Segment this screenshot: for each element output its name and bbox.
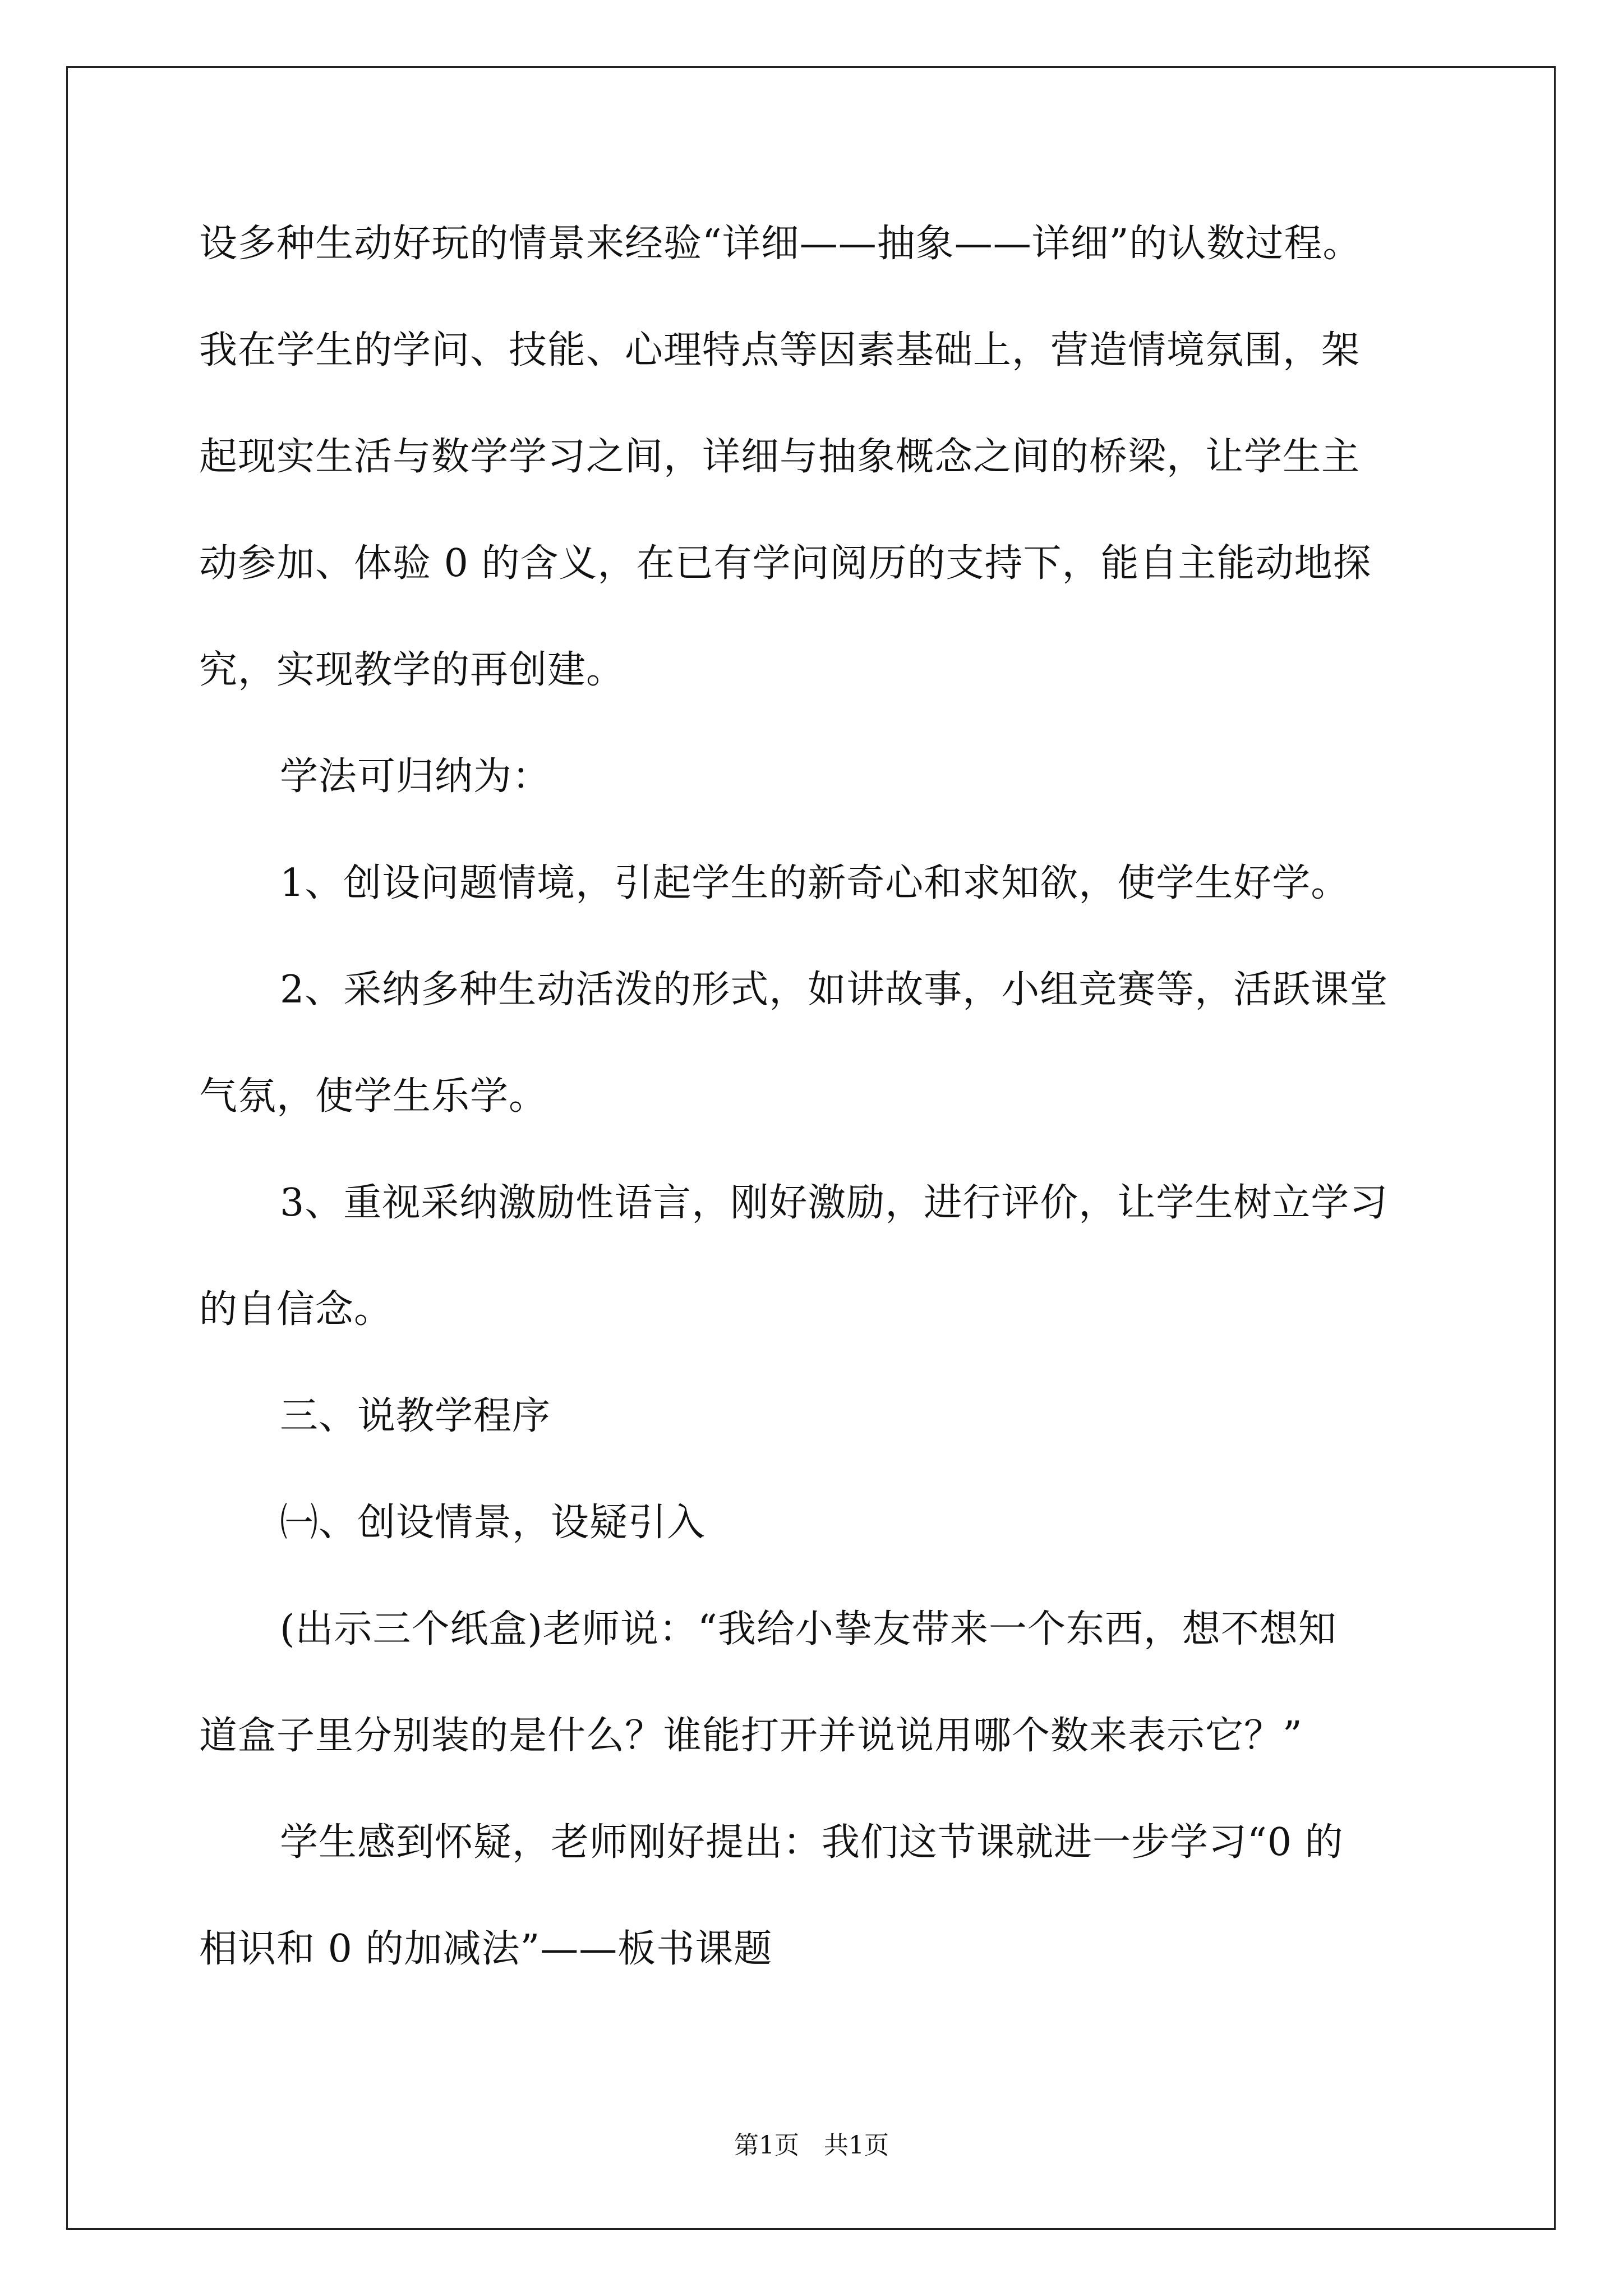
- page-border: [66, 66, 1556, 2230]
- text-line: 起现实生活与数学学习之间，详细与抽象概念之间的桥梁，让学生主: [199, 435, 1361, 479]
- text-line: (出示三个纸盒)老师说：“我给小挚友带来一个东西，想不想知: [280, 1607, 1337, 1651]
- list-item: 3、重视采纳激励性语言，刚好激励，进行评价，让学生树立学习: [280, 1181, 1389, 1225]
- subsection-heading: ㈠、创设情景，设疑引入: [280, 1501, 706, 1545]
- text-line: 设多种生动好玩的情景来经验“详细——抽象——详细”的认数过程。: [199, 222, 1362, 266]
- text-line: 我在学生的学问、技能、心理特点等因素基础上，营造情境氛围，架: [199, 328, 1361, 372]
- text-line: 动参加、体验 0 的含义，在已有学问阅历的支持下，能自主能动地探: [199, 541, 1372, 586]
- paragraph-heading: 学法可归纳为：: [280, 754, 551, 799]
- text-line: 的自信念。: [199, 1287, 393, 1332]
- section-heading: 三、说教学程序: [280, 1394, 551, 1438]
- page-footer: 第1页 共1页: [734, 2131, 889, 2160]
- list-item: 2、采纳多种生动活泼的形式，如讲故事，小组竞赛等，活跃课堂: [280, 968, 1389, 1012]
- text-line: 相识和 0 的加减法”——板书课题: [199, 1927, 773, 1971]
- text-line: 学生感到怀疑，老师刚好提出：我们这节课就进一步学习“0 的: [280, 1820, 1344, 1865]
- text-line: 究，实现教学的再创建。: [199, 648, 625, 692]
- list-item: 1、创设问题情境，引起学生的新奇心和求知欲，使学生好学。: [280, 861, 1350, 905]
- text-line: 道盒子里分别装的是什么？谁能打开并说说用哪个数来表示它？”: [199, 1714, 1303, 1758]
- text-line: 气氛，使学生乐学。: [199, 1074, 548, 1119]
